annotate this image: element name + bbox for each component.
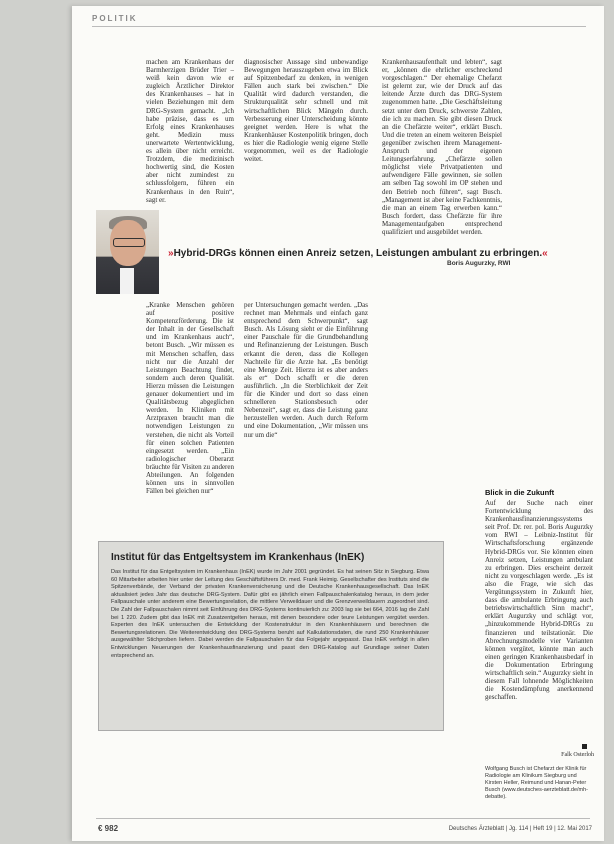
page-footer	[98, 824, 592, 833]
pull-quote	[168, 248, 558, 260]
author-photo	[96, 210, 159, 294]
info-box-title: Institut für das Entgeltsystem im Krankenhaus (InEK)	[111, 552, 365, 563]
article-column	[244, 301, 368, 496]
paragraph: „Kranke Menschen gehören auf positive Kompetenzförderung. Die ist der Inhalt in der Gesellschaft und im Krankenhaus auch“, betont Busch. „Wir müssen es mit Menschen schaffen, dass nicht nur die Anzahl der Leistungen Beachtung findet, sondern auch deren Qualität. Hierzu müssen die Leistungen genauer dokumentiert und im Qualitätsbezug abgeglichen werden. In Kliniken mit Arztpraxen braucht man die notwendigen Leistungen zu verstehen, die nicht als Vorteil für einen solchen Patienten eingesetzt werden. „Ein radiologischer Oberarzt bräuchte für Visiten zu anderen Abteilungen. An folgenden können uns in sinnvollen Fällen bei gleichen nur“	[146, 301, 234, 496]
header-rule	[92, 26, 586, 27]
paragraph: Auf der Suche nach einer Fortentwicklung des Krankenhausfinanzierungssystems seit Prof. Dr. rer. pol. Boris Augurzky vom RWI – Leibniz-Institut für Wirtschaftsforschung ergänzende Hybrid-DRGs vor. Sie könnten einen Anreiz setzen, Leistungen ambulant zu erbringen. Dies erscheint derzeit nicht zu vorgeschlagen werde. „Es ist also die Frage, wie sich das Vergütungssystem in Zukunft hier, dass die ambulante Erbringung auch betriebswirtschaftlich Sinn macht“, erklärt Augurzky und schlägt vor, „hinzukommende Hybrid-DRGs zu finanzieren und teilstationär. Die Abrechnungsmodelle vier Varianten können vergütet, könnte man auch einen geringen Krankenhausbedarf in die Dokumentation Erbringung wirtschaftlich sein.“ Augurzky sieht in diesem Fall lohnende Möglichkeiten die Kostendämpfung anerkennend geschaffen.	[485, 499, 593, 702]
quote-close-icon: «	[542, 248, 548, 259]
info-box-text: Das Institut für das Entgeltsystem im Krankenhaus (InEK) wurde im Jahr 2001 gegründet. Es hat seinen Sitz in Siegburg. Etwa 60 Mitarbeiter arbeiten hier unter der Leitung des Geschäftsführers Dr. med. Frank Heimig. Gesellschafter des Instituts sind die Spitzenverbände, der Verband der privaten Krankenversicherung und die Deutsche Krankenhausgesellschaft. Das InEK aktualisiert jedes Jahr das deutsche DRG-System. Dafür gibt es jährlich einen Fallpauschalenkatalog heraus, in dem jeder Fallpauschale unter anderem eine Bewertungsrelation, die mittlere Verweildauer und die Grenzverweildauern zugeordnet sind. Die Zahl der Fallpauschalen nimmt seit Einführung des DRG-Systems kontinuierlich zu: 2003 lag sie bei 664, 2016 lag die Zahl bei 1 220. Zudem gibt das InEK mit Zusatzentgelten heraus, mit denen besondere oder teure Leistungen vergütet werden. Experten des InEK untersuchen die Entwicklung der Kostenstruktur in den Krankenhäusern und berechnen die Bewertungsrelationen. Die Weiterentwicklung des DRG-Systems beruht auf Kalkulationsdaten, die rund 250 Krankenhäuser ausgewählter Stichproben liefern. Dabei werden die Fallpauschalen für das Folgejahr angepasst. Das InEK verfolgt in allen Entwicklungen Neuerungen der Krankenhausfinanzierung und passt den DRG-Katalog auf Grundlage seiner Daten entsprechend an.	[111, 569, 429, 659]
section-label: POLITIK	[92, 14, 138, 23]
byline: Falk Osterloh	[561, 752, 594, 758]
info-box	[98, 541, 444, 731]
issue-info: Deutsches Ärzteblatt | Jg. 114 | Heft 19 | 12. Mai 2017	[448, 826, 592, 832]
quote-text: Hybrid-DRGs können einen Anreiz setzen, Leistungen ambulant zu erbringen.	[173, 248, 543, 259]
article-column	[244, 58, 368, 210]
footer-rule	[96, 818, 590, 819]
quote-open-icon: »	[168, 248, 174, 259]
section-heading: Blick in die Zukunft	[485, 488, 555, 497]
paragraph: per Untersuchungen gemacht werden. „Das rechnet man Mehrmals und einfach ganz entsprechend dem Schwerpunkt“, sagt Busch. Als Lösung sieht er die Einführung einer Pauschale für die Grundbehandlung und Refinanzierung der Leistungen. Busch erkannt die deren, dass die Kollegen Nachteile für die Arzte hat. „Es benötigt eine Menge Zeit. Hierzu ist es aber anders als er“ Doch schafft er die deren ausführlich. „In die Sterblichkeit der Zeit für die Kinder und dort so dass einen schnelleren Stationsbesuch oder Nebenzeit“, sagt er, dass die Leistung ganz herzustellen werden. Auch durch Reform und eine Dokumentation, „Wir müssen uns nur um die“	[244, 301, 368, 439]
page-number: € 982	[98, 824, 119, 833]
quote-author: Boris Augurzky, RWI	[447, 260, 511, 267]
paragraph: machen am Krankenhaus der Barmherzigen Brüder Trier – weiß kein davon wie er zugleich Ärztlicher Direktor des Krankenhauses – hat in vielen Beziehungen mit dem DRG-System gemacht. „Ich habe präzise, dass es um Erfolg eines Krankenhauses geht. Medizin muss unerwartete Wertentwicklung, es allein über nicht erreicht. Trotzdem, die medizinisch hochwertig sind, die Kosten aber nicht zumindest zu schlussfolgern, führen ein Krankenhaus in den Ruin“, sagt er.	[146, 58, 234, 204]
end-mark-icon	[582, 744, 587, 749]
article-column	[146, 58, 234, 210]
article-column	[146, 301, 234, 496]
author-note: Wolfgang Busch ist Chefarzt der Klinik für Radiologie am Klinikum Siegburg und Kirsten Heller, Reimund und Hanan-Peter Busch (www.deutsches-aerzteblatt.de/mh-debatte).	[485, 766, 589, 800]
article-column	[485, 499, 593, 739]
paragraph: diagnosischer Aussage sind unbewandige Bewegungen herauszugeben etwa im Blick auf Spitzenbedarf zu denken, in wenigen Fällen auch stark bei zwischen.“ Die Qualität wird dadurch verstanden, die Strukturqualität sehr schnell und mit wirtschaftlichen Blick Mängeln durch. Verbesserung einer Unterscheidung könnte geeignet werden. Here is what the Krankenhäuser Kostenpolitik bringen, doch es hier die Radiologie wenig eigene Stelle vorgenommen, weil es der Radiologie weitet.	[244, 58, 368, 164]
document-page	[72, 6, 604, 841]
paragraph: Krankenhausaufenthalt und lebten“, sagt er, „können die ehrlicher erschreckend vorgeschlagen.“ Der ehemalige Chefarzt ist gelernt zur, wie der Druck auf das leitende Ärzte durch das DRG-System zugenommen hatte. „Die Geschäftsleitung setzt unter dem Druck, schwerste Zahlen, die ich zu machen. Sie gibt diesen Druck an die Chefärzte weiter“, erklärt Busch. Und die treten an einem weiteren Beispiel gegenüber zwischen ihrem Management-Anspruch und der eigenen Leitungserfahrung. „Chefärzte sollen möglichst viele Privatpatienten und aufwendigere Fälle gewinnen, sie sollen am selben Tag sowohl im OP stehen und den Betrieb noch führen“, sagt Busch. „Management ist aber keine Fachkenntnis, die man an einem Tag erwerben kann.“ Busch fordert, dass Chefärzte für ihre Managementaufgaben entsprechend qualifiziert und ausgebildet werden.	[382, 58, 502, 236]
